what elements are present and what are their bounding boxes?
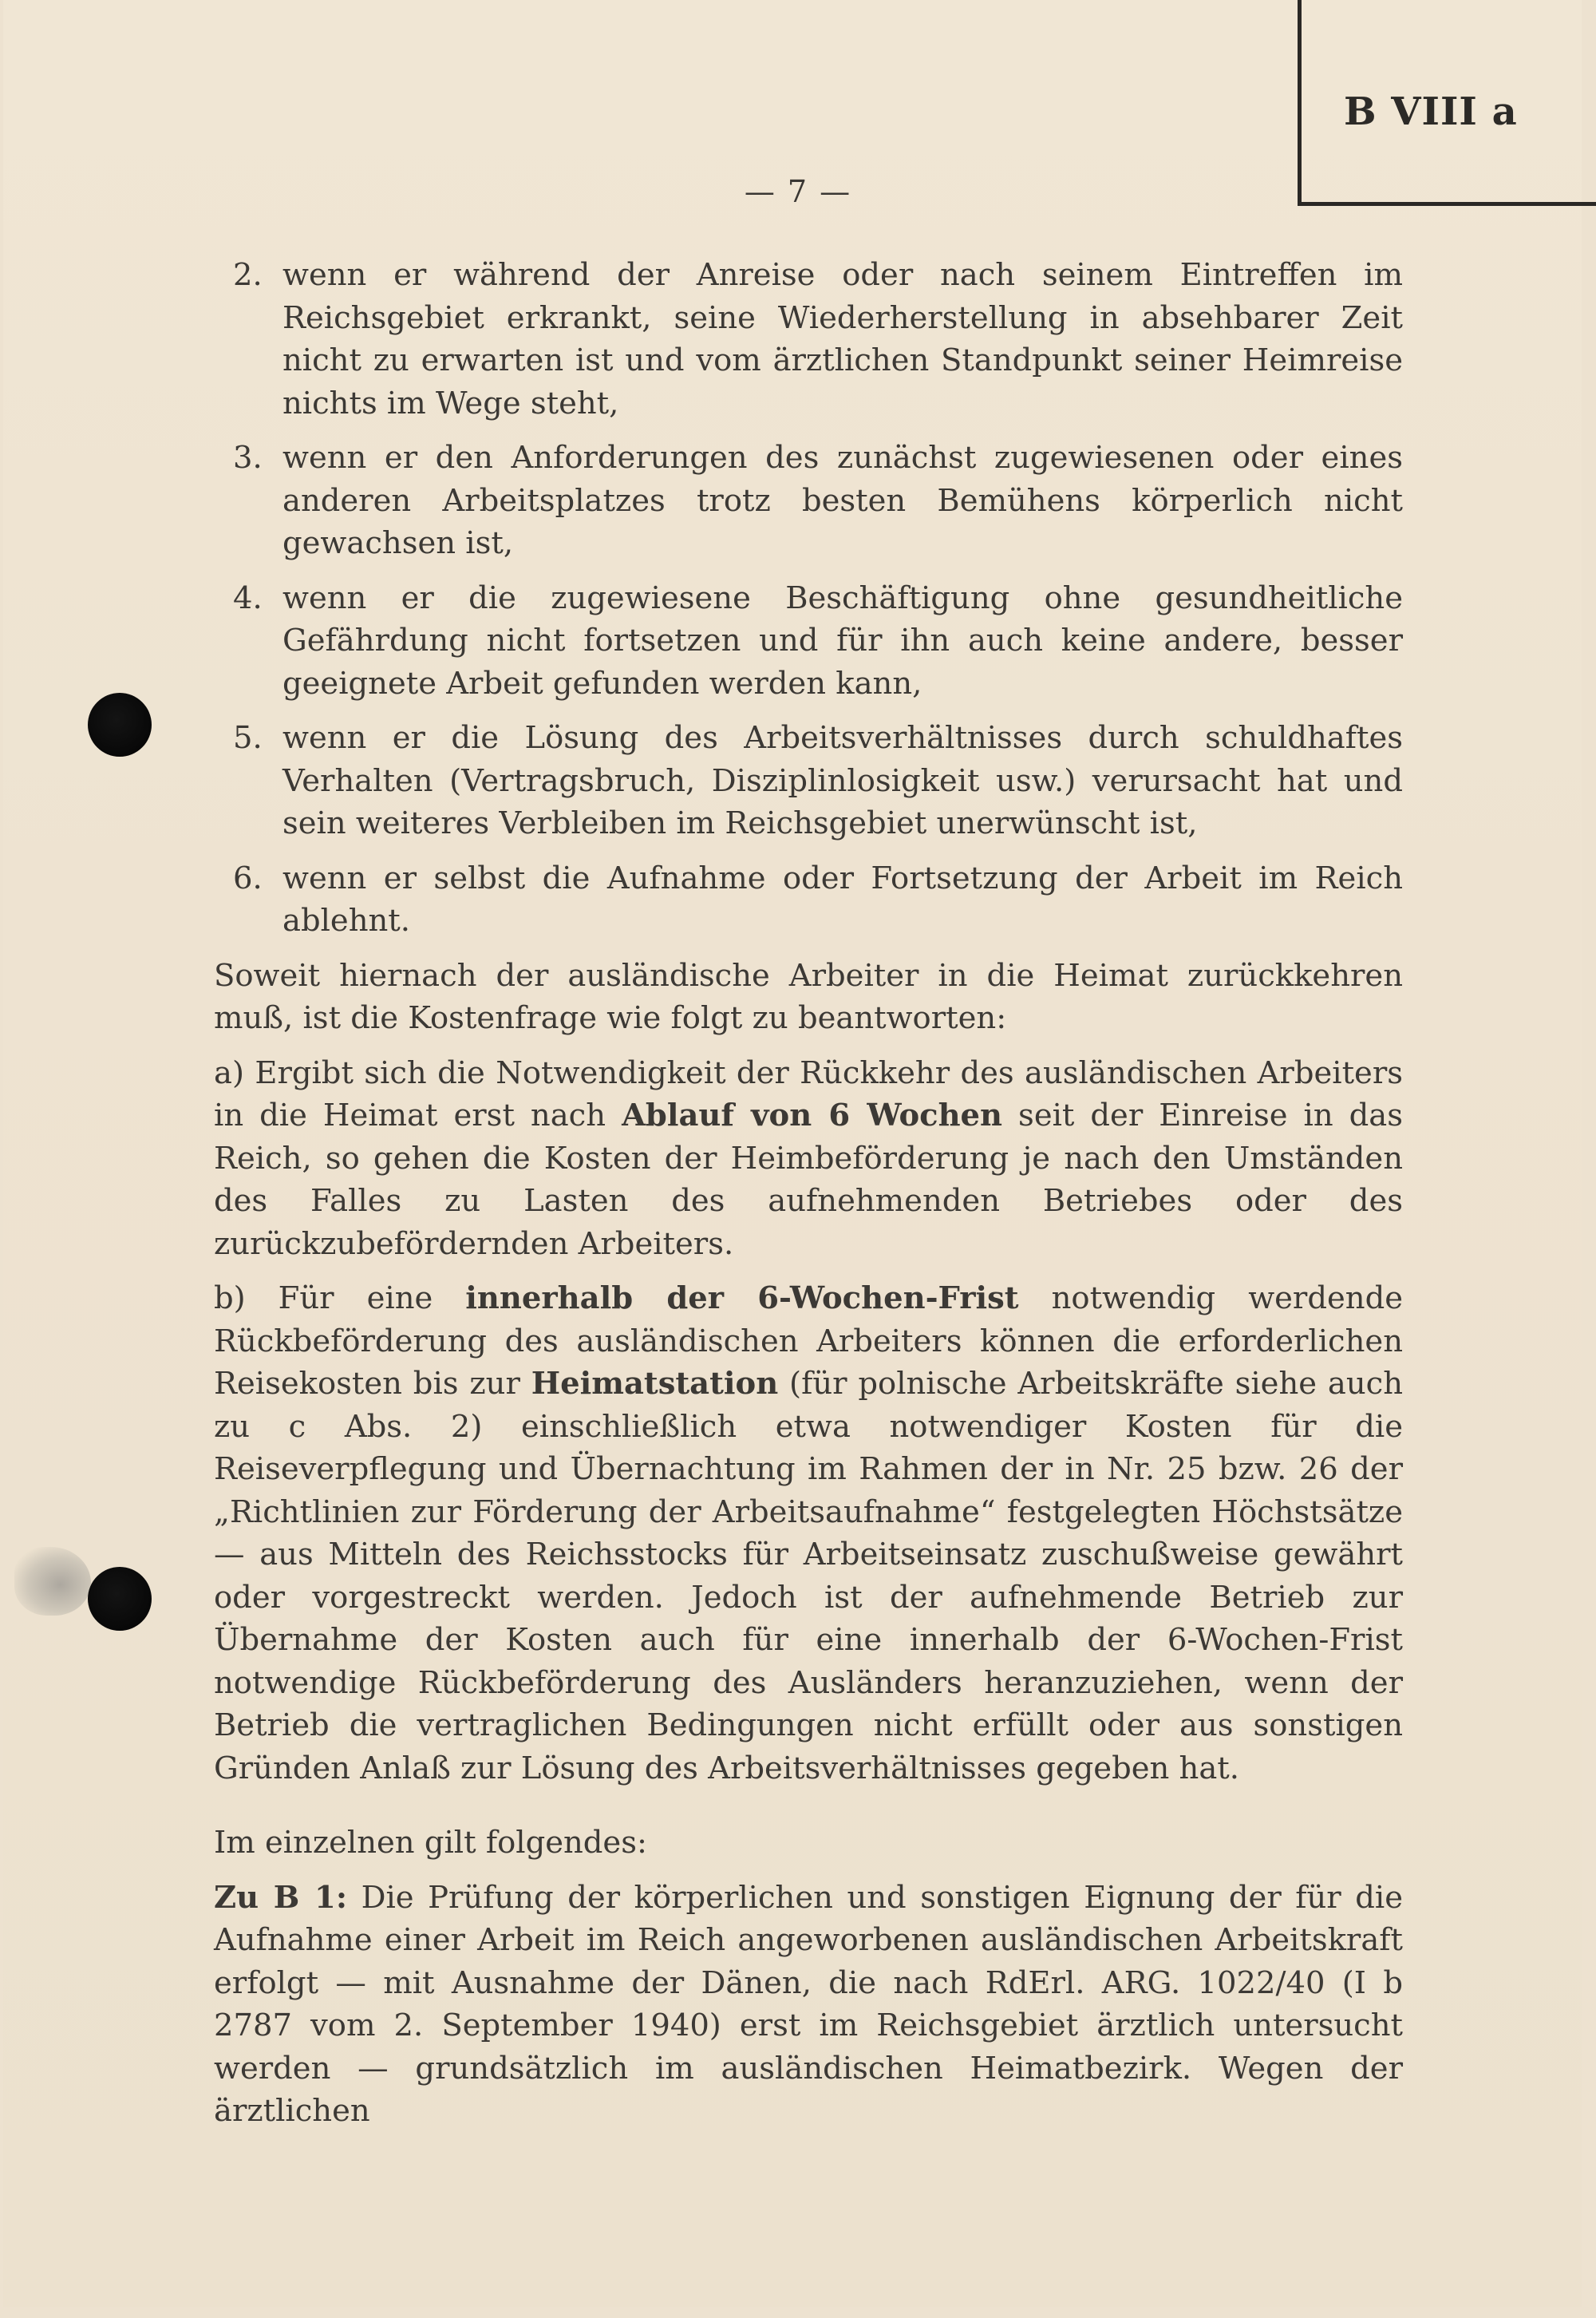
section-stamp: B VIII a (1344, 89, 1518, 134)
paragraph-b-emphasis-2: Heimatstation (531, 1366, 779, 1402)
list-item-text: wenn er während der Anreise oder nach seinem Eintreffen im Reichsgebiet erkrankt, seine Wiederherstellung in absehbarer Zeit nicht zu erwarten ist und vom ärztlichen Standpunkt seiner Heimreise nichts im Wege steht, (282, 257, 1403, 421)
paragraph-a-text-1: a) Ergibt sich die Notwendigkeit der Rückkehr des ausländischen Arbeiters in die Heimat erst nach (214, 1054, 1403, 1133)
paragraph-a-text-2: seit der Einreise in das Reich, so gehen die Kosten der Heimbeförderung je nach den Umständen des Falles zu Lasten des aufnehmenden Betriebes oder des zurückzubefördernden Arbeiters. (214, 1098, 1404, 1262)
page-number: — 7 — (744, 174, 852, 209)
list-item (214, 577, 1403, 706)
paragraph-b-emphasis-1: innerhalb der 6-Wochen-Frist (465, 1280, 1019, 1316)
punch-hole-bottom (88, 1567, 152, 1631)
paragraph-a-emphasis: Ablauf von 6 Wochen (622, 1098, 1003, 1133)
paragraph-b-text-1: b) Für eine (214, 1280, 466, 1316)
paragraph-b (214, 1277, 1403, 1790)
list-item-number: 3. (233, 440, 263, 476)
list-item-number: 2. (233, 257, 263, 293)
ink-smudge (14, 1547, 91, 1616)
list-item (214, 717, 1403, 845)
paragraph-zu-b1-label: Zu B 1: (214, 1879, 348, 1916)
list-item-number: 4. (233, 580, 263, 616)
intro-paragraph: Soweit hiernach der ausländische Arbeiter in die Heimat zurückkehren muß, ist die Kostenfrage wie folgt zu beantworten: (214, 957, 1403, 1036)
paragraph-zu-b1 (214, 1877, 1403, 2133)
list-item-text: wenn er die zugewiesene Beschäftigung ohne gesundheitliche Gefährdung nicht fortsetzen und für ihn auch keine andere, besser geeignete Arbeit gefunden werden kann, (282, 580, 1403, 702)
paragraph-zu-b1-text: Die Prüfung der körperlichen und sonstigen Eignung der für die Aufnahme einer Arbeit im Reich angeworbenen ausländischen Arbeitskraft erfolgt — mit Ausnahme der Dänen, die nach RdErl. ARG. 1022/40 (I b 2787 vom 2. September 1940) erst im Reichsgebiet ärztlich untersucht werden — grundsätzlich im ausländischen Heimatbezirk. Wegen der ärztlichen (214, 1879, 1403, 2129)
list-item (214, 254, 1403, 425)
paragraph-b-text-3: (für polnische Arbeitskräfte siehe auch zu c Abs. 2) einschließlich etwa notwendiger Kosten für die Reiseverpflegung und Übernachtung im Rahmen der in Nr. 25 bzw. 26 der „Richtlinien zur Förderung der Arbeitsaufnahme“ festgelegten Höchstsätze — aus Mitteln des Reichsstocks für Arbeitseinsatz zuschußweise gewährt oder vorgestreckt werden. Jedoch ist der aufnehmende Betrieb zur Übernahme der Kosten auch für eine innerhalb der 6-Wochen-Frist notwendige Rückbeförderung des Ausländers heranzuziehen, wenn der Betrieb die vertraglichen Bedingungen nicht erfüllt oder aus sonstigen Gründen Anlaß zur Lösung des Arbeitsverhältnisses gegeben hat. (214, 1366, 1404, 1786)
paragraph-b-text-2: notwendig werdende Rückbeförderung des ausländischen Arbeiters können die erforderlichen Reisekosten bis zur (214, 1280, 1403, 1402)
section-intro: Im einzelnen gilt folgendes: (214, 1825, 647, 1861)
list-item (214, 857, 1403, 943)
document-body (214, 254, 1403, 2145)
list-item-text: wenn er den Anforderungen des zunächst zugewiesenen oder eines anderen Arbeitsplatzes trotz besten Bemühens körperlich nicht gewachsen ist, (282, 440, 1403, 561)
list-item-number: 5. (233, 720, 263, 756)
punch-hole-top (88, 693, 152, 757)
list-item (214, 437, 1403, 565)
list-item-text: wenn er die Lösung des Arbeitsverhältnisses durch schuldhaftes Verhalten (Vertragsbruch, Disziplinlosigkeit usw.) verursacht hat und sein weiteres Verbleiben im Reichsgebiet unerwünscht ist, (282, 720, 1403, 841)
list-item-text: wenn er selbst die Aufnahme oder Fortsetzung der Arbeit im Reich ablehnt. (282, 860, 1403, 939)
list-item-number: 6. (233, 860, 263, 896)
paragraph-a (214, 1052, 1403, 1266)
